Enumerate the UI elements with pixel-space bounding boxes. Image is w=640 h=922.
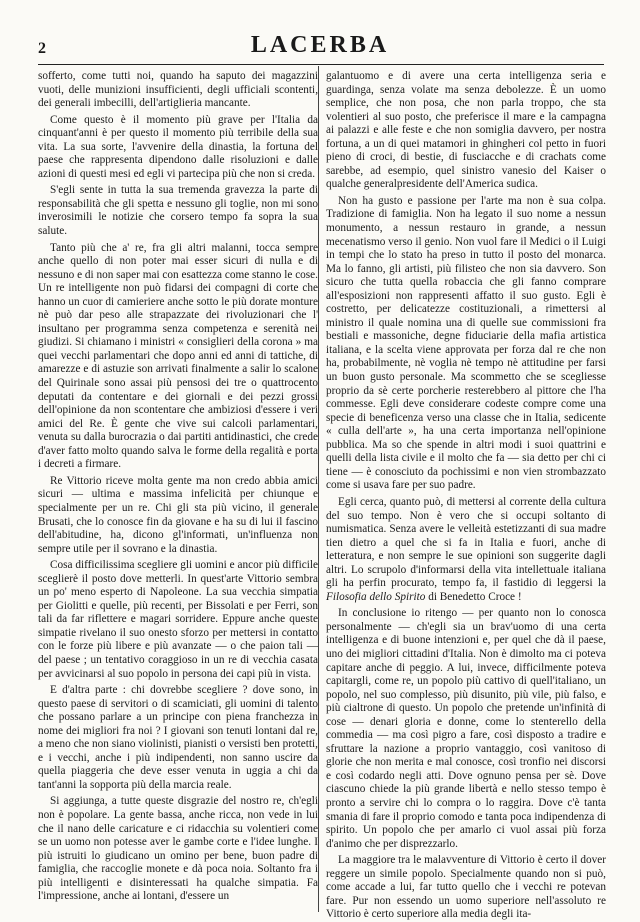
masthead-title: LACERBA (250, 32, 390, 58)
paragraph: galantuomo e di avere una certa intelligenza seria e guardinga, senza volate ma senza debolezze. È un uomo semplice, che non posa, che non parla troppo, che sta volentieri al suo posto, che preferisce il mare e la campagna ai palazzi e alle feste e che non somiglia davvero, per nostra fortuna, a un di quei matamori in ghingheri col petto in fuori pieno di croci, di bestie, di fusciacche e di crachats come sarebbe, ad esempio, quel sinistro vanesio del Kaiser o qualche generalpresidente dell'America sudica. (326, 70, 606, 191)
paragraph: Non ha gusto e passione per l'arte ma non è sua colpa. Tradizione di famiglia. Non ha legato il suo nome a nessun monumento, a nessun restauro in grande, a nessun mecenatismo verso il genio. Non vuol fare il Medici o il Luigi in tempi che lo stato ha preso in tutto il posto del monarca. Ma lo fanno, gli artisti, più filisteo che non sia davvero. Son sicuro che tutta quella robaccia che gli fanno comprare all'esposizioni non rappresenti affatto il suo gusto. Egli è costretto, per delicatezze costituzionali, a rimettersi al ministro il quale nomina una di quelle sue commissioni fra bestiali e massoniche, degne fiduciarie della mafia artistica italiana, e la scelta viene approvata per forza dal re che non ha, probabilmente, nè voglia nè tempo nè attitudine per farsi un buon gusto personale. Ma scommetto che se scegliesse proprio da sè certe porcherie resterebbero al pittore che l'ha commesse. Egli deve considerare codeste compre come una specie di beneficenza verso una classe che in Italia, sedicente « culla dell'arte », ha una certa importanza nell'opinione pubblica. Ma so che spende in altri modi i suoi quattrini e quelli della lista civile e il molto che fa — sia detto per chi ci tiene — è conosciuto da pochissimi e non vien strombazzato come si usava fare per suo padre. (326, 194, 606, 492)
paragraph (326, 496, 606, 604)
paragraph: In conclusione io ritengo — per quanto non lo conosca personalmente — ch'egli sia un brav'uomo di una certa intelligenza e di buone intenzioni e, per quel che dà il paese, uno dei migliori cittadini d'Italia. Non è dimolto ma ci poteva capitare anche di peggio. A lui, invece, difficilmente poteva capitargli, come re, un popolo più cattivo di quell'italiano, un popolo, nel suo complesso, più disunito, più vile, più falso, e più cialtrone di questo. Un popolo che pretende un'infinità di cose — denari gloria e donne, come lo stenterello della commedia — ma così pigro a fare, così disposto a tradire e sfruttare la nazione a proprio vantaggio, così vanitoso di glorie che non merita e mal conosce, così tronfio nei discorsi e così codardo negli atti. Dove ognuno pensa per sè. Dove ciascuno chiede la più grande libertà e nello stesso tempo è pronto a servire chi lo compra o lo raggira. Dove c'è tanta smania di fare il proprio comodo e tanta poca indipendenza di spirito. Un popolo che per amarlo ci vuol assai più forza d'animo che per disprezzarlo. (326, 607, 606, 850)
page-number: 2 (38, 40, 46, 57)
paragraph: sofferto, come tutti noi, quando ha saputo dei magazzini vuoti, delle munizioni insufficienti, degli ufficiali scontenti, dei generali imbecilli, dell'artiglieria mancante. (38, 70, 318, 110)
paragraph-text: Egli cerca, quanto può, di mettersi al corrente della cultura del suo tempo. Non è vero che si occupi soltanto di numismatica. Senza avere le velleità estetizzanti di sua madre tien dietro a quel che si fa in Italia e fuori, anche di letteratura, e non sempre le sue opinioni son suggerite dagli altri. Lo scrupolo d'informarsi della vita intellettuale italiana gli ha perfin procurato, tempo fa, il fastidio di leggersi la (326, 495, 606, 590)
paragraph: Cosa difficilissima scegliere gli uomini e ancor più difficile sceglierè il posto dove metterli. In quest'arte Vittorio sembra un po' meno esperto di Napoleone. La sua vecchia simpatia per Giolitti e quelle, più recenti, per Bissolati e per Ferri, son tali da far riflettere e magari sorridere. Eppure anche queste simpatie rivelano il suo onesto sforzo per mettersi in contatto con le forze più libere e più avanzate — o che paion tali — del paese ; un tentativo coraggioso in un re di vecchia casata per avvicinarsi al suo popolo in persona dei capi più in vista. (38, 559, 318, 680)
book-title: Filosofia dello Spirito (326, 590, 426, 603)
paragraph: La maggiore tra le malavventure di Vittorio è certo il dover reggere un simile popolo. Specialmente quando non si può, come accade a lui, far tutto quello che i vecchi re potevan fare. Pur non essendo un uomo superiore nell'assoluto re Vittorio è certo superiore alla media degli ita- (326, 854, 606, 921)
paragraph-text-end: di Benedetto Croce ! (425, 590, 522, 603)
paragraph: E d'altra parte : chi dovrebbe scegliere ? dove sono, in questo paese di servitori o di scamiciati, gli uomini di talento che possano parlare a un principe con piena franchezza in nome dei migliori fra noi ? I giovani son tenuti lontani dal re, a meno che non siano violinisti, pianisti o versisti ben protetti, e i vecchi, anche i più indipendenti, non sanno uscire da quella piaggeria che deve esser venuta in uggia a chi da tant'anni la sopporta più della marcia reale. (38, 684, 318, 791)
paragraph: Tanto più che a' re, fra gli altri malanni, tocca sempre anche quello di non poter mai esser sicuri di nulla e di nessuno e di non saper mai con esattezza come stanno le cose. Un re intelligente non può fidarsi dei compagni di corte che hanno un cuor di camieriere anche sotto le più dorate monture nè può dar peso alle strapazzate dei rivoluzionari che l' insultano per programma senza competenza e serenità nei giudizi. Si chiamano i ministri « consiglieri della corona » ma quei vecchi parlamentari che dopo anni ed anni di tattiche, di amarezze e di astuzie son arrivati finalmente a salir lo scalone del Quirinale sono assai più pensosi dei tre o quattrocento deputati da contentare e dei giornali e dei pezzi grossi dell'opinione da non scontentare che ambiziosi d'essere i veri amici del Re. È gente che vive sui calcoli parlamentari, venuta su dalla burocrazia o dai partiti antidinastici, che crede d'aver fatto molto quando salva le forme della regalità e porta i decreti a firmare. (38, 241, 318, 471)
paragraph: S'egli sente in tutta la sua tremenda gravezza la parte di responsabilità che gli spetta e nessuno gli toglie, non mi sono inverosimili le notizie che corsero tempo fa sopra la sua salute. (38, 184, 318, 238)
paragraph: Si aggiunga, a tutte queste disgrazie del nostro re, ch'egli non è popolare. La gente bassa, anche ricca, non vede in lui che il nano delle caricature e ci ridacchia su volentieri come se un uomo non potesse aver le gambe corte e l'idee lunghe. I più istruiti lo giudicano un omino per bene, buon padre di famiglia, che raccoglie monete e dà poca noia. Soltanto fra i più intelligenti e disinteressati ha qualche simpatia. Fa l'impressione, anche ai lontani, d'essere un (38, 795, 318, 903)
right-column (326, 70, 606, 921)
paragraph: Come questo è il momento più grave per l'Italia da cinquant'anni è per questo il momento più terribile della sua vita. La sua sorte, l'avvenire della dinastia, la fortuna del paese che rappresenta dipendono dalle risoluzioni e dalle azioni di questi mesi ed egli vi partecipa più che non si creda. (38, 113, 318, 180)
left-column (38, 70, 318, 912)
paragraph: Re Vittorio riceve molta gente ma non credo abbia amici sicuri — ultima e massima infelicità per chiunque e specialmente per un re. Chi gli sta più vicino, il generale Brusati, che lo conosce fin da giovane e ha su di lui il fascino dell'abitudine, ha, dicono gl'informati, un'influenza non sempre utile per il sovrano e la dinastia. (38, 474, 318, 555)
header-rule (38, 64, 604, 65)
column-divider (318, 66, 319, 912)
